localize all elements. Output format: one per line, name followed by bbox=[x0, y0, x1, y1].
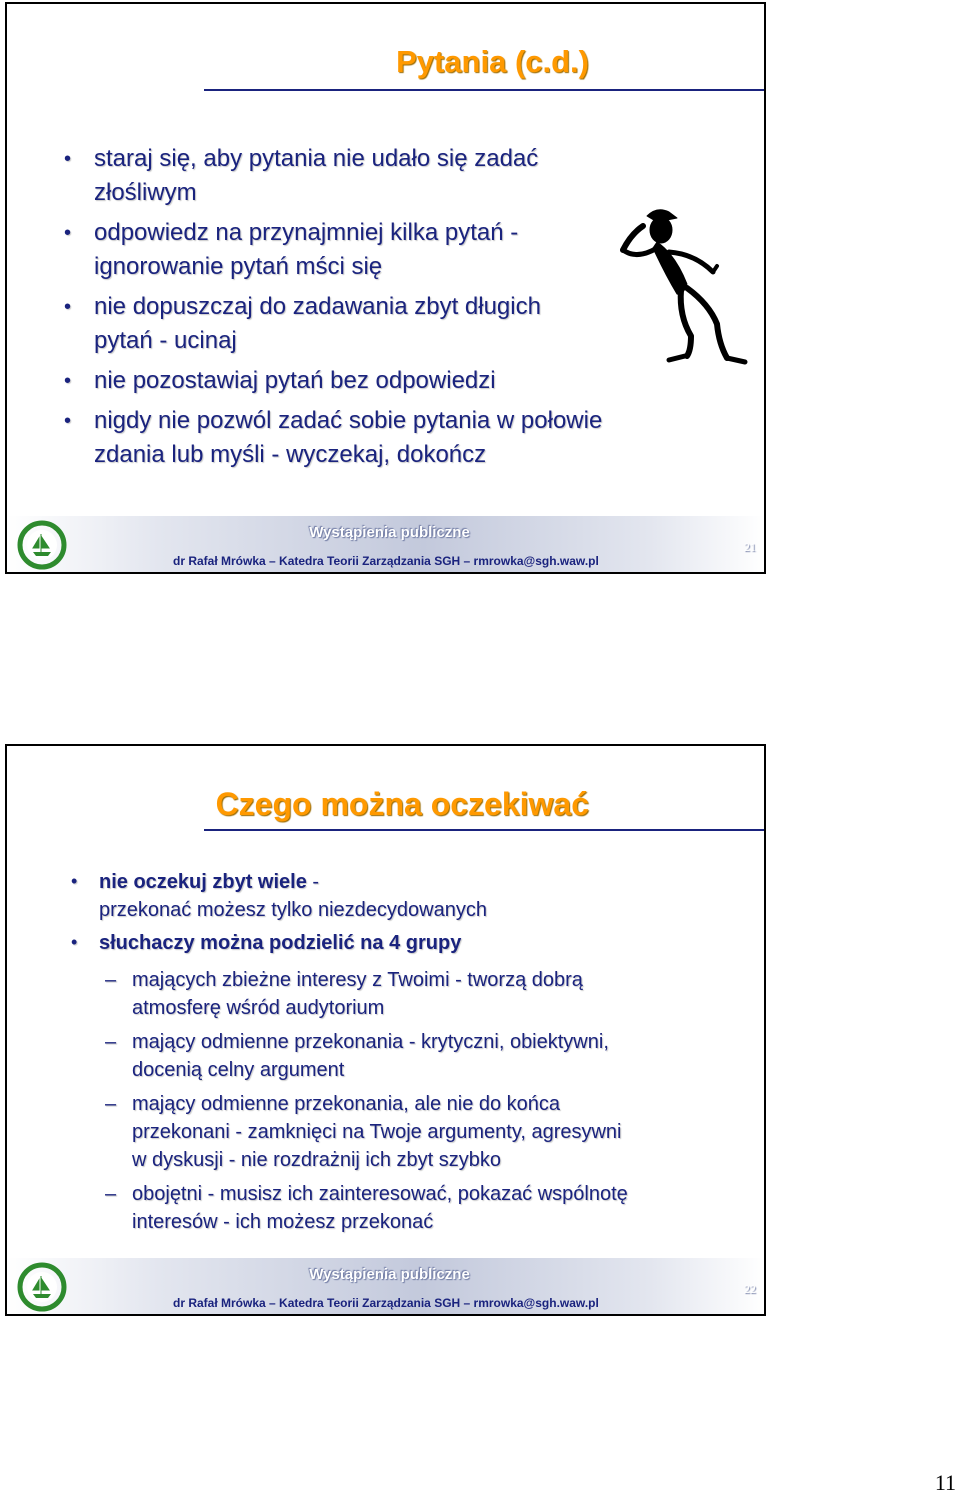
list-item: • nie oczekuj zbyt wiele - przekonać możesz tylko niezdecydowanych bbox=[69, 868, 729, 924]
list-item: • odpowiedz na przynajmniej kilka pytań - ignorowanie pytań mści się bbox=[62, 216, 702, 284]
list-item: • staraj się, aby pytania nie udało się zadać złośliwym bbox=[62, 142, 702, 210]
list-item: • słuchaczy można podzielić na 4 grupy bbox=[69, 929, 729, 957]
bullet-icon: • bbox=[64, 370, 72, 392]
dash-icon: – bbox=[105, 1031, 117, 1053]
list-item: • nie dopuszczaj do zadawania zbyt długich pytań - ucinaj bbox=[62, 290, 702, 358]
slide-footer bbox=[7, 1258, 764, 1314]
slide-page-number: 22 bbox=[744, 1282, 756, 1296]
dash-icon: – bbox=[105, 1183, 117, 1205]
page-number: 11 bbox=[934, 1470, 956, 1495]
list-item: • nigdy nie pozwól zadać sobie pytania w połowie zdania lub myśli - wyczekaj, dokończ bbox=[62, 404, 702, 472]
list-item: – mający odmienne przekonania - krytyczni, obiektywni, docenią celny argument bbox=[107, 1028, 727, 1084]
slide-title: Pytania (c.d.) bbox=[396, 44, 589, 79]
listening-man-icon bbox=[617, 204, 749, 368]
bullet-icon: • bbox=[71, 871, 78, 891]
slide-21 bbox=[5, 2, 766, 574]
footer-author: dr Rafał Mrówka – Katedra Teorii Zarządzania SGH – rmrowka@sgh.waw.pl bbox=[173, 1296, 599, 1310]
title-underline bbox=[204, 89, 764, 91]
slide-title: Czego można oczekiwać bbox=[215, 786, 589, 822]
slide-22 bbox=[5, 744, 766, 1316]
list-item: • nie pozostawiaj pytań bez odpowiedzi bbox=[62, 364, 702, 398]
dash-icon: – bbox=[105, 969, 117, 991]
footer-title: Wystąpienia publiczne bbox=[309, 1266, 470, 1283]
list-item: – obojętni - musisz ich zainteresować, pokazać wspólnotę interesów - ich możesz przekonać bbox=[107, 1180, 727, 1236]
bullet-icon: • bbox=[71, 932, 78, 952]
dash-icon: – bbox=[105, 1093, 117, 1115]
footer-title: Wystąpienia publiczne bbox=[309, 524, 470, 541]
bullet-icon: • bbox=[64, 410, 72, 432]
bullet-list bbox=[69, 868, 729, 962]
title-underline bbox=[204, 829, 764, 831]
bullet-icon: • bbox=[64, 222, 72, 244]
footer-author: dr Rafał Mrówka – Katedra Teorii Zarządzania SGH – rmrowka@sgh.waw.pl bbox=[173, 554, 599, 568]
slide-footer bbox=[7, 516, 764, 572]
list-item: – mających zbieżne interesy z Twoimi - tworzą dobrą atmosferę wśród audytorium bbox=[107, 966, 727, 1022]
bullet-icon: • bbox=[64, 296, 72, 318]
bullet-icon: • bbox=[64, 148, 72, 170]
list-item: – mający odmienne przekonania, ale nie do końca przekonani - zamknięci na Twoje argumenty, agresywni w dyskusji - nie rozdrażnij ich zbyt szybko bbox=[107, 1090, 727, 1174]
sub-bullet-list bbox=[107, 966, 727, 1242]
bullet-list bbox=[62, 142, 702, 478]
slide-page-number: 21 bbox=[744, 540, 756, 554]
